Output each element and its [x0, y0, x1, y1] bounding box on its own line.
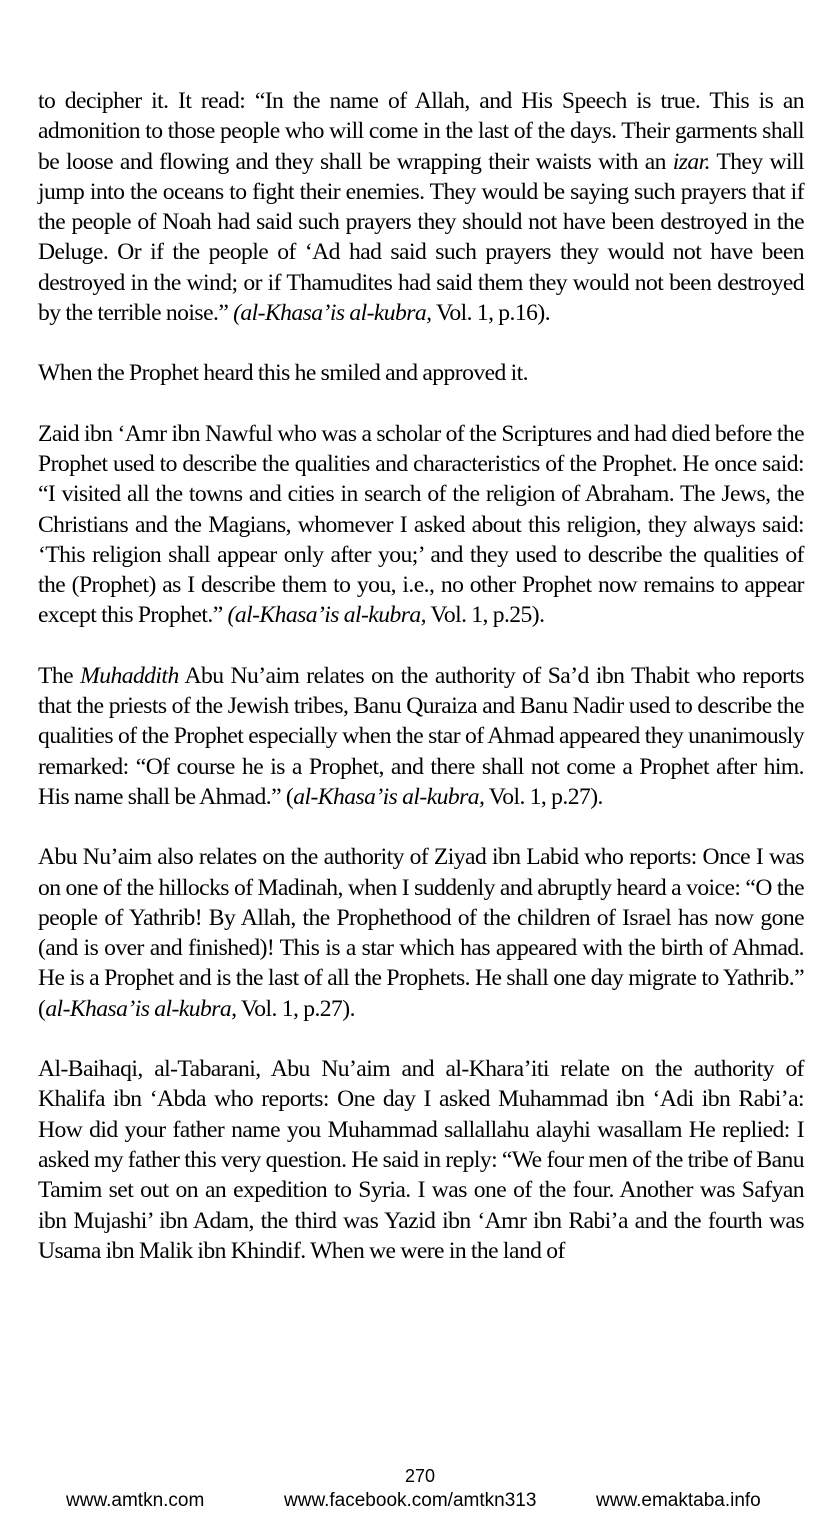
- text-run: The: [38, 662, 81, 689]
- page-body: [38, 86, 804, 1296]
- footer-link-emaktaba[interactable]: www.emaktaba.info: [596, 1490, 761, 1511]
- italic-text: al-Khasa’is al-kubra,: [293, 783, 485, 810]
- text-run: to decipher it. It read: “In the name of Allah, and His Speech is true. This is an admonition to those people who will come in the last of the days. Their garments shall be loose and flowing and they shall be wrapping their waists with an: [38, 88, 804, 175]
- paragraph: [38, 661, 804, 812]
- text-run: They will jump into the oceans to fight their enemies. They would be saying such prayers that if the people of Noah had said such prayers they should not have been destroyed in the Deluge. Or if the people of ‘Ad had said such prayers they would not have been destroyed in the wind; or if Thamudites had said them they would not been destroyed by the terrible noise.”: [38, 148, 805, 327]
- footer-link-facebook[interactable]: www.facebook.com/amtkn313: [284, 1490, 537, 1511]
- italic-text: (al-Khasa’is al-kubra,: [233, 300, 432, 327]
- page-number: 270: [404, 1466, 436, 1486]
- text-run: Vol. 1, p.25).: [425, 602, 545, 629]
- text-run: When the Prophet heard this he smiled and approved it.: [38, 360, 528, 387]
- text-run: Zaid ibn ‘Amr ibn Nawful who was a scholar of the Scriptures and had died before the Prophet used to describe the qualities and characteristics of the Prophet. He once said: “I visited all the towns and cities in search of the religion of Abraham. The Jews, the Christians and the Magians, whomever I asked about this religion, they always said: ‘This religion shall appear only after you;’ and they used to describe the qualities of the (Prophet) as I describe them to you, i.e., no other Prophet now remains to appear except this Prophet.”: [38, 420, 804, 629]
- text-run: Abu Nu’aim also relates on the authority of Ziyad ibn Labid who reports: Once I was on one of the hillocks of Madinah, when I suddenly and abruptly heard a voice: “O the people of Yathrib! By Allah, the Prophethood of the children of Israel has now gone (and is over and finished)! This is a star which has appeared with the birth of Ahmad. He is a Prophet and is the last of all the Prophets. He shall one day migrate to Yathrib.” (: [38, 844, 804, 1022]
- paragraph: [38, 419, 804, 631]
- text-run: Abu Nu’aim relates on the authority of Sa’d ibn Thabit who reports that the priests of the Jewish tribes, Banu Quraiza and Banu Nadir used to describe the qualities of the Prophet especially when the star of Ahmad appeared they unanimously remarked: “Of course he is a Prophet, and there shall not come a Prophet after him. His name shall be Ahmad.” (: [38, 662, 804, 810]
- paragraph: [38, 842, 804, 1024]
- italic-text: izar.: [672, 148, 710, 175]
- text-run: Al-Baihaqi, al-Tabarani, Abu Nu’aim and al-Khara’iti relate on the authority of Khalifa ibn ‘Abda who reports: One day I asked Muhammad ibn ‘Adi ibn Rabi’a: How did your father name you Muhammad sallallahu alayhi wasallam He replied: I asked my father this very question. He said in reply: “We four men of the tribe of Banu Tamim set out on an expedition to Syria. I was one of the four. Another was Safyan ibn Mujashi’ ibn Adam, the third was Yazid ibn ‘Amr ibn Rabi’a and the fourth was Usama ibn Malik ibn Khindif. When we were in the land of: [38, 1056, 804, 1264]
- footer-link-amtkn[interactable]: www.amtkn.com: [66, 1490, 205, 1511]
- italic-text: (al-Khasa’is al-kubra,: [227, 602, 426, 629]
- text-run: Vol. 1, p.16).: [431, 300, 551, 327]
- italic-text: Muhaddith: [80, 662, 179, 689]
- paragraph: [38, 358, 804, 388]
- paragraph: [38, 86, 804, 328]
- text-run: Vol. 1, p.27).: [484, 783, 603, 810]
- paragraph: [38, 1054, 804, 1266]
- text-run: Vol. 1, p.27).: [236, 995, 355, 1022]
- italic-text: al-Khasa’is al-kubra,: [45, 995, 237, 1022]
